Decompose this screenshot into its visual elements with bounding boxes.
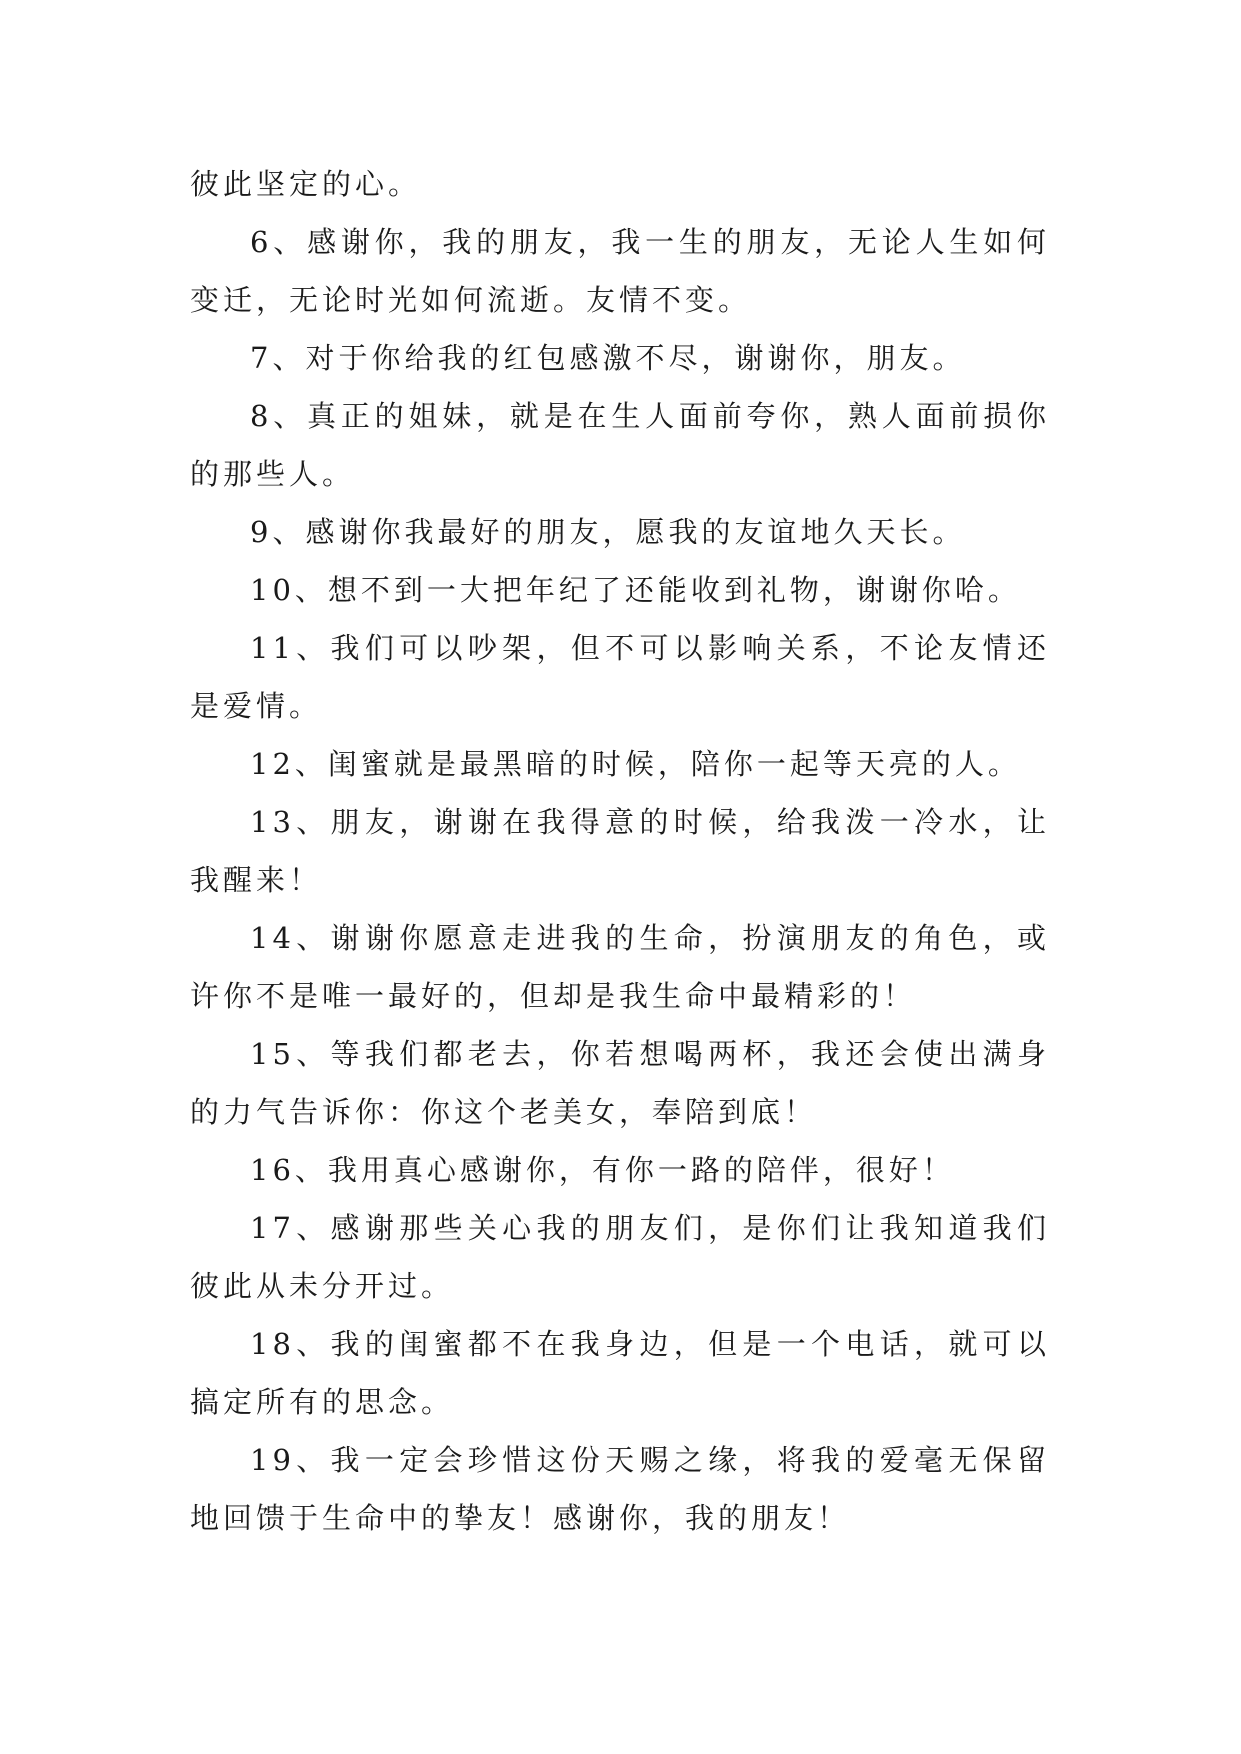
paragraph-item-9: 9、感谢你我最好的朋友，愿我的友谊地久天长。 (250, 515, 966, 549)
paragraph-item-16: 16、我用真心感谢你，有你一路的陪伴，很好！ (250, 1153, 955, 1187)
paragraph-continuation: 彼此坚定的心。 (190, 167, 422, 201)
paragraph-item-7: 7、对于你给我的红包感激不尽，谢谢你，朋友。 (250, 341, 966, 375)
paragraph-item-13: 13、朋友，谢谢在我得意的时候，给我泼一冷水，让我醒来！ (190, 805, 1050, 897)
paragraph-item-11: 11、我们可以吵架，但不可以影响关系，不论友情还是爱情。 (190, 631, 1050, 723)
paragraph-item-19: 19、我一定会珍惜这份天赐之缘，将我的爱毫无保留地回馈于生命中的挚友！感谢你，我的朋友！ (190, 1443, 1050, 1535)
paragraph-item-8: 8、真正的姐妹，就是在生人面前夸你，熟人面前损你的那些人。 (190, 399, 1050, 491)
document-body (190, 155, 1050, 1547)
paragraph-item-6: 6、感谢你，我的朋友，我一生的朋友，无论人生如何变迁，无论时光如何流逝。友情不变。 (190, 225, 1050, 317)
paragraph-item-10: 10、想不到一大把年纪了还能收到礼物，谢谢你哈。 (250, 573, 1021, 607)
paragraph-item-17: 17、感谢那些关心我的朋友们，是你们让我知道我们彼此从未分开过。 (190, 1211, 1050, 1303)
paragraph-item-18: 18、我的闺蜜都不在我身边，但是一个电话，就可以搞定所有的思念。 (190, 1327, 1050, 1419)
paragraph-item-15: 15、等我们都老去，你若想喝两杯，我还会使出满身的力气告诉你：你这个老美女，奉陪到底！ (190, 1037, 1050, 1129)
paragraph-item-12: 12、闺蜜就是最黑暗的时候，陪你一起等天亮的人。 (250, 747, 1021, 781)
paragraph-item-14: 14、谢谢你愿意走进我的生命，扮演朋友的角色，或许你不是唯一最好的，但却是我生命中最精彩的！ (190, 921, 1050, 1013)
